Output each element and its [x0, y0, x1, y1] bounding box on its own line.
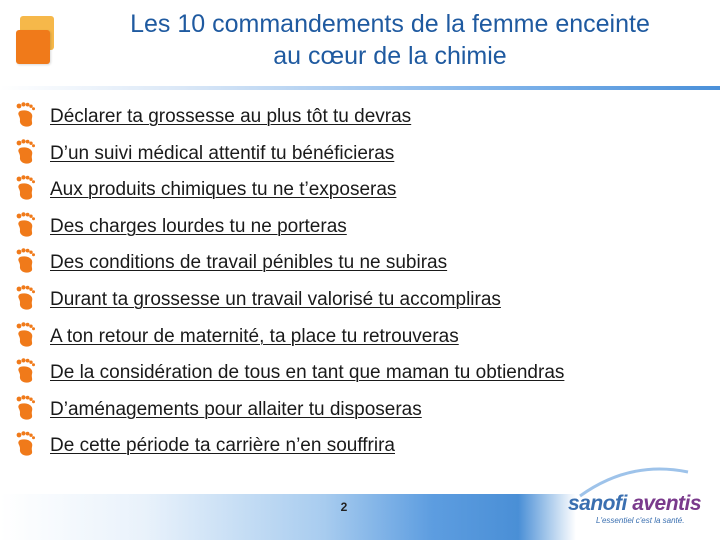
slide-title [70, 8, 710, 72]
list-item [0, 354, 720, 391]
footprint-icon [10, 393, 38, 421]
commandment-text: Durant ta grossesse un travail valorisé tu accompliras [50, 288, 501, 310]
footprint-icon [10, 137, 38, 165]
footprint-icon [10, 246, 38, 274]
commandment-text: D’un suivi médical attentif tu bénéficieras [50, 142, 395, 164]
brand-tagline: L'essentiel c'est la santé. [596, 516, 685, 525]
list-item [0, 427, 720, 464]
brand-name-part2: aventis [632, 492, 702, 515]
commandment-text: De cette période ta carrière n’en souffrira [50, 435, 395, 457]
title-divider [0, 86, 720, 90]
page-number: 2 [340, 500, 348, 514]
footprint-icon [10, 283, 38, 311]
footprint-icon [10, 429, 38, 457]
commandment-text: A ton retour de maternité, ta place tu retrouveras [50, 325, 459, 347]
list-item [0, 391, 720, 428]
logo-front-square [16, 30, 50, 64]
commandment-text: De la considération de tous en tant que maman tu obtiendras [50, 362, 565, 384]
commandment-text: Déclarer ta grossesse au plus tôt tu devras [50, 106, 412, 127]
title-line-1: Les 10 commandements de la femme enceinte [130, 10, 650, 38]
commandment-text: Aux produits chimiques tu ne t’exposeras [50, 179, 397, 201]
footprint-icon [10, 320, 38, 348]
list-item [0, 135, 720, 172]
footprint-icon [10, 173, 38, 201]
list-item [0, 208, 720, 245]
footprint-icon [10, 210, 38, 238]
orange-squares-logo [16, 16, 68, 68]
commandment-list [0, 98, 720, 464]
list-item [0, 318, 720, 355]
brand-name-part1: sanofi [568, 492, 633, 515]
commandment-text: Des conditions de travail pénibles tu ne subiras [50, 252, 448, 274]
commandment-text: D’aménagements pour allaiter tu disposeras [50, 398, 422, 420]
list-item [0, 98, 720, 135]
commandment-text: Des charges lourdes tu ne porteras [50, 215, 347, 237]
brand-name [568, 492, 701, 516]
footprint-icon [10, 356, 38, 384]
title-line-2: au cœur de la chimie [273, 42, 507, 70]
footprint-icon [10, 100, 38, 128]
list-item [0, 171, 720, 208]
list-item [0, 244, 720, 281]
list-item [0, 281, 720, 318]
